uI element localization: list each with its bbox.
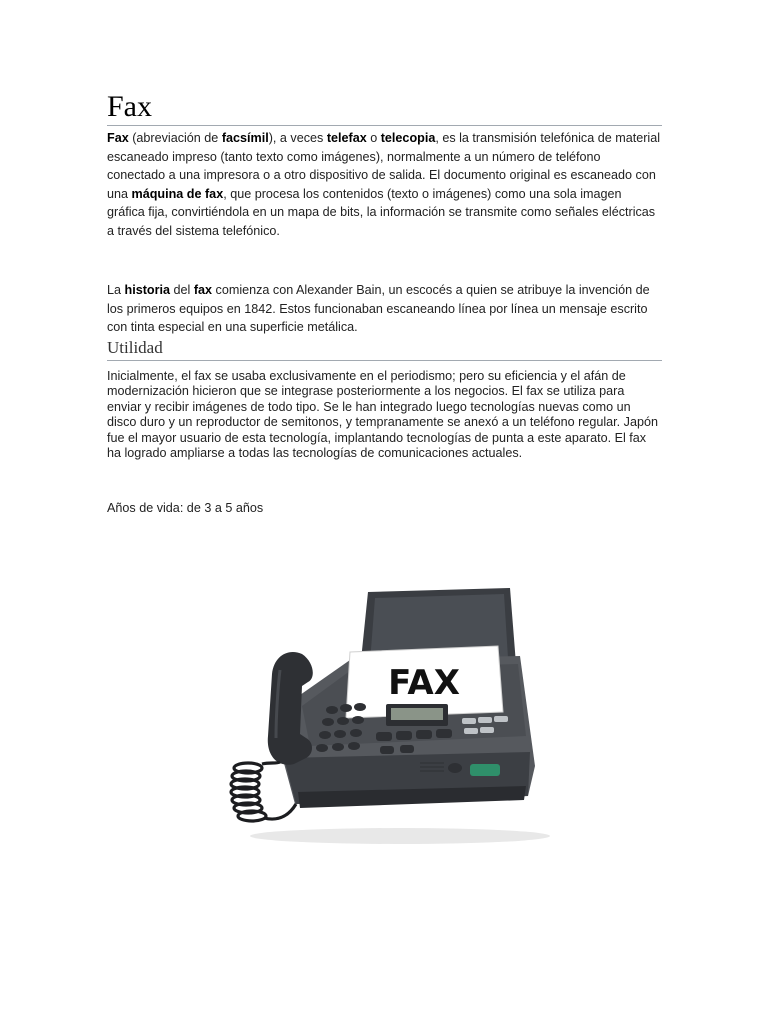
term-fax: Fax	[107, 131, 129, 145]
lcd-display	[391, 708, 443, 720]
term-facsimil: facsímil	[221, 131, 269, 145]
page-title: Fax	[107, 90, 662, 126]
term-historia: historia	[124, 283, 171, 297]
intro-paragraph: Fax (abreviación de facsímil), a veces telefax o telecopia, es la transmisión telefónica de material escaneado impreso (tanto texto como imágenes), normalmente a un número de teléfono conectado a una impresora o a otro dispositivo de salida. El documento original es escaneado con una máquina de fax, que procesa los contenidos (texto o imágenes) como una sola imagen gráfica fija, convirtiéndola en un mapa de bits, la información se transmite como señales eléctricas a través del sistema telefónico.	[107, 131, 661, 238]
term-maquina-de-fax: máquina de fax	[131, 186, 224, 201]
lifespan-text: Años de vida: de 3 a 5 años	[107, 500, 264, 515]
utilidad-paragraph: Inicialmente, el fax se usaba exclusivamente en el periodismo; pero su eficiencia y el afán de modernización hicieron que se integrase posteriormente a los negocios. El fax se utiliza para enviar y recibir imágenes de todo tipo. Se le han integrado luego tecnologías nuevas como un disco duro y un reproductor de semitonos, y tempranamente se anexó a un teléfono regular. Japón fue el mayor usuario de esta tecnología, implantando tecnologías de punta a este aparato. El fax ha logrado ampliarse a todas las tecnologías de comunicaciones actuales.	[107, 368, 658, 460]
article-body	[107, 90, 662, 517]
fax-paper-text: FAX	[388, 663, 460, 703]
term-telefax: telefax	[326, 131, 367, 145]
term-fax-2: fax	[193, 283, 213, 297]
section-heading-utilidad: Utilidad	[107, 337, 662, 361]
start-button	[470, 764, 500, 776]
term-telecopia: telecopia	[380, 131, 436, 145]
history-paragraph: La historia del fax comienza con Alexander Bain, un escocés a quien se atribuye la invención de los primeros equipos en 1842. Estos funcionaban escaneando línea por línea un mensaje escrito con tinta especial en una superficie metálica.	[107, 283, 650, 334]
fax-machine-image	[210, 586, 550, 846]
